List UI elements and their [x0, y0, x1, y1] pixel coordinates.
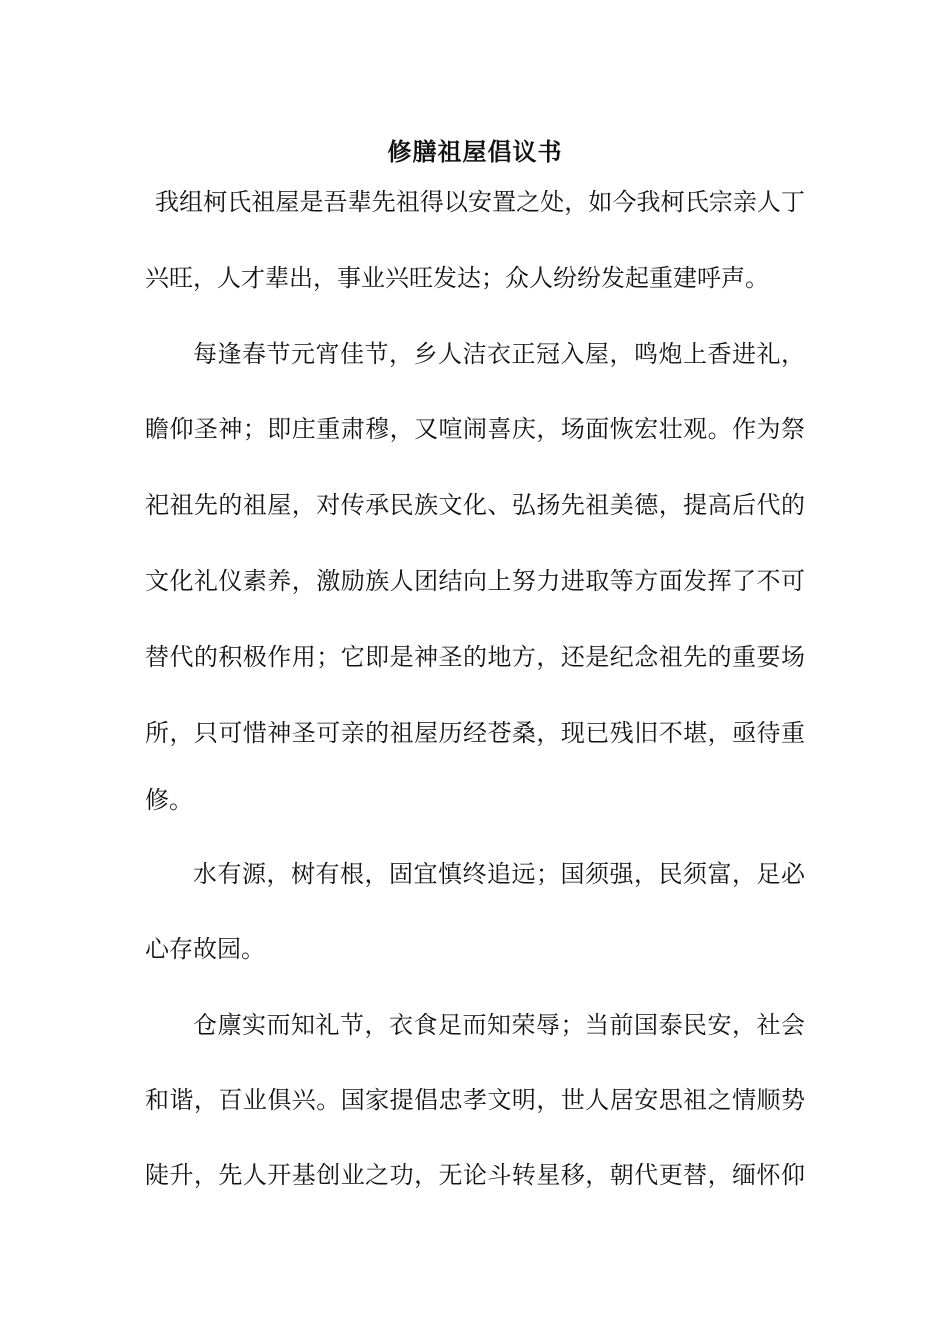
document-title: 修膳祖屋倡议书: [387, 138, 563, 166]
body-line-8: 所，只可惜神圣可亲的祖屋历经苍桑，现已残旧不堪，亟待重: [145, 719, 805, 747]
body-line-14: 陡升，先人开基创业之功，无论斗转星移，朝代更替，缅怀仰: [145, 1161, 805, 1189]
body-line-13: 和谐，百业俱兴。国家提倡忠孝文明，世人居安思祖之情顺势: [145, 1086, 805, 1114]
body-line-12: 仓廪实而知礼节，衣食足而知荣辱；当前国泰民安，社会: [193, 1011, 805, 1039]
body-line-9: 修。: [145, 786, 193, 814]
body-line-4: 瞻仰圣神；即庄重肃穆，又喧闹喜庆，场面恢宏壮观。作为祭: [145, 415, 805, 443]
body-line-1: 我组柯氏祖屋是吾辈先祖得以安置之处，如今我柯氏宗亲人丁: [155, 188, 805, 216]
body-line-10: 水有源，树有根，固宜慎终追远；国须强，民须富，足必: [193, 860, 805, 888]
body-line-3: 每逢春节元宵佳节，乡人洁衣正冠入屋，鸣炮上香进礼，: [193, 340, 805, 368]
body-line-7: 替代的积极作用；它即是神圣的地方，还是纪念祖先的重要场: [145, 643, 805, 671]
body-line-11: 心存故园。: [145, 935, 265, 963]
body-line-6: 文化礼仪素养，激励族人团结向上努力进取等方面发挥了不可: [145, 567, 805, 595]
body-line-2: 兴旺，人才辈出，事业兴旺发达；众人纷纷发起重建呼声。: [145, 264, 769, 292]
body-line-5: 祀祖先的祖屋，对传承民族文化、弘扬先祖美德，提高后代的: [145, 491, 805, 519]
